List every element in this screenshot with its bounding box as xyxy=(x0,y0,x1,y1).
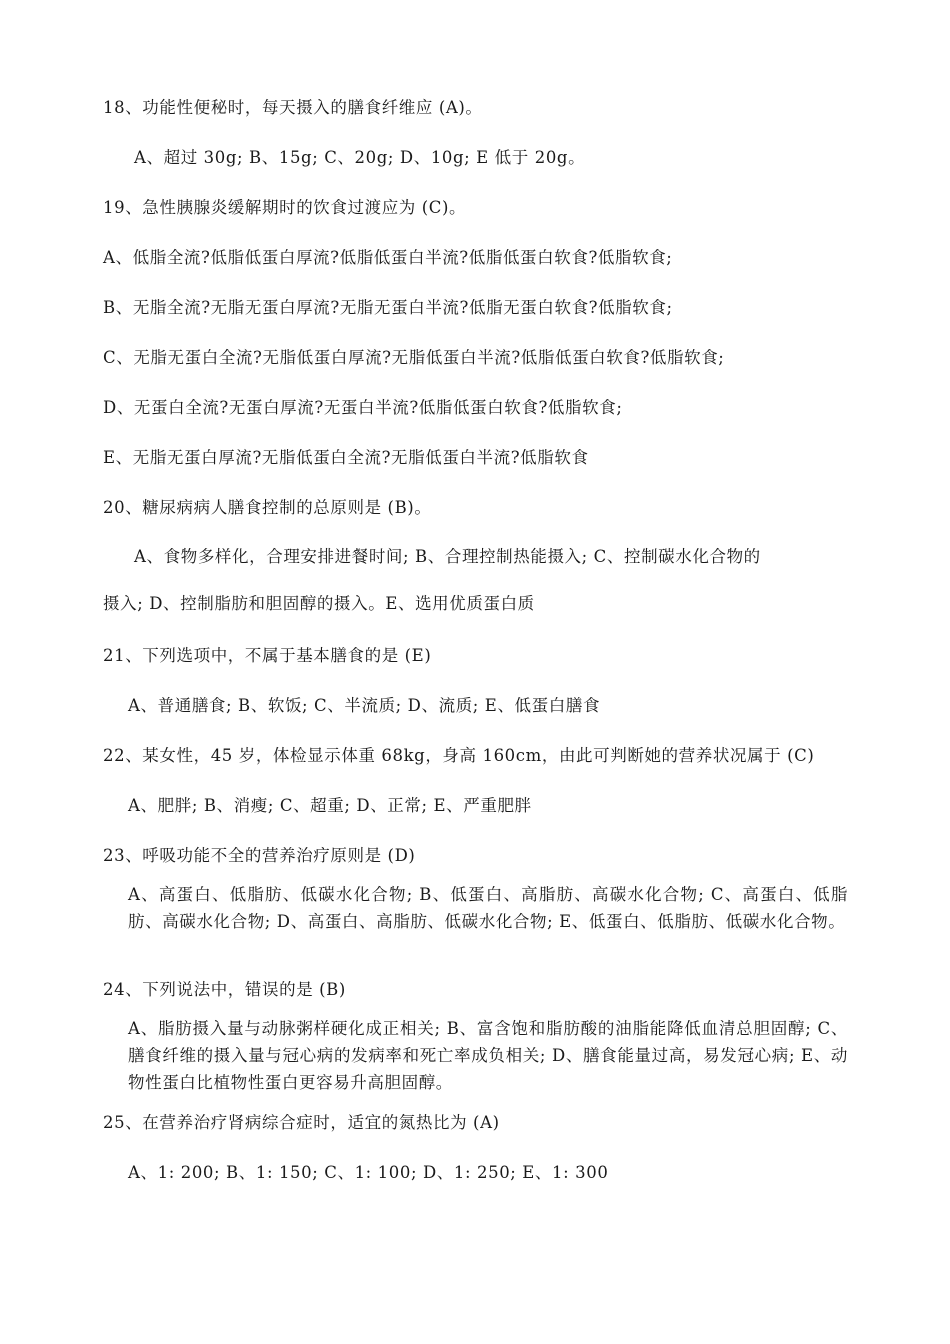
question-19-option-b: B、无脂全流?无脂无蛋白厚流?无脂无蛋白半流?低脂无蛋白软食?低脂软食; xyxy=(103,298,673,317)
question-23-stem: 23、呼吸功能不全的营养治疗原则是 (D) xyxy=(103,846,416,865)
question-19-option-e: E、无脂无蛋白厚流?无脂低蛋白全流?无脂低蛋白半流?低脂软食 xyxy=(103,448,589,467)
question-21-stem: 21、下列选项中，不属于基本膳食的是 (E) xyxy=(103,646,432,665)
question-18-stem: 18、功能性便秘时，每天摄入的膳食纤维应 (A)。 xyxy=(103,98,483,117)
question-20-options-line-1: A、食物多样化，合理安排进餐时间; B、合理控制热能摄入; C、控制碳水化合物的 xyxy=(134,547,761,566)
question-20-options-line-2: 摄入; D、控制脂肪和胆固醇的摄入。E、选用优质蛋白质 xyxy=(103,594,535,613)
question-19-option-a: A、低脂全流?低脂低蛋白厚流?低脂低蛋白半流?低脂低蛋白软食?低脂软食; xyxy=(103,248,673,267)
question-24-options: A、脂肪摄入量与动脉粥样硬化成正相关; B、富含饱和脂肪酸的油脂能降低血清总胆固醇; C、膳食纤维的摄入量与冠心病的发病率和死亡率成负相关; D、膳食能量过高，易发冠心病; E、动物性蛋白比植物性蛋白更容易升高胆固醇。 xyxy=(128,1019,848,1092)
question-25-options: A、1: 200; B、1: 150; C、1: 100; D、1: 250; E、1: 300 xyxy=(128,1163,609,1182)
question-20-stem: 20、糖尿病病人膳食控制的总原则是 (B)。 xyxy=(103,498,432,517)
question-19-stem: 19、急性胰腺炎缓解期时的饮食过渡应为 (C)。 xyxy=(103,198,467,217)
question-22-stem: 22、某女性，45 岁，体检显示体重 68kg，身高 160cm，由此可判断她的营养状况属于 (C) xyxy=(103,746,815,765)
question-19-option-d: D、无蛋白全流?无蛋白厚流?无蛋白半流?低脂低蛋白软食?低脂软食; xyxy=(103,398,623,417)
question-21-options: A、普通膳食; B、软饭; C、半流质; D、流质; E、低蛋白膳食 xyxy=(128,696,601,715)
question-22-options: A、肥胖; B、消瘦; C、超重; D、正常; E、严重肥胖 xyxy=(128,796,532,815)
question-25-stem: 25、在营养治疗肾病综合症时，适宜的氮热比为 (A) xyxy=(103,1113,500,1132)
question-24-stem: 24、下列说法中，错误的是 (B) xyxy=(103,980,346,999)
question-23-options: A、高蛋白、低脂肪、低碳水化合物; B、低蛋白、高脂肪、高碳水化合物; C、高蛋白、低脂肪、高碳水化合物; D、高蛋白、高脂肪、低碳水化合物; E、低蛋白、低脂肪、低碳水化合物。 xyxy=(128,885,848,931)
question-18-options: A、超过 30g; B、15g; C、20g; D、10g; E 低于 20g。 xyxy=(134,148,586,167)
question-19-option-c: C、无脂无蛋白全流?无脂低蛋白厚流?无脂低蛋白半流?低脂低蛋白软食?低脂软食; xyxy=(103,348,725,367)
